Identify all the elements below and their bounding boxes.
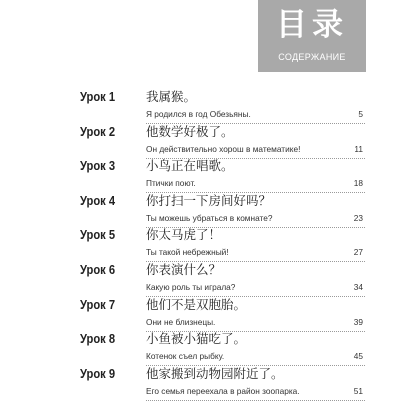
page-number: 11 xyxy=(354,143,363,154)
lesson-number: Урок 1 xyxy=(80,89,116,104)
lesson-title-chinese: 小鱼被小猫吃了。 xyxy=(146,331,247,347)
lesson-title-chinese: 他家搬到动物园附近了。 xyxy=(146,365,284,381)
lesson-title-chinese: 你打扫一下房间好吗？ xyxy=(146,192,272,208)
lesson-number: Урок 9 xyxy=(80,365,116,381)
page-number: 18 xyxy=(353,178,363,189)
page-number: 51 xyxy=(353,385,363,396)
lesson-title-russian: Они не близнецы. xyxy=(146,316,216,327)
lesson-number: Урок 8 xyxy=(80,331,116,347)
lesson-title-chinese: 我属猴。 xyxy=(146,89,197,104)
lesson-title-russian: Он действительно хорош в математике! xyxy=(146,143,301,154)
dotted-leader xyxy=(146,400,365,401)
page-number: 27 xyxy=(353,247,363,258)
lesson-number: Урок 6 xyxy=(80,262,116,277)
lesson-number: Урок 3 xyxy=(80,158,116,174)
toc-title: 目录 xyxy=(276,7,348,43)
lesson-title-russian: Его семья переехала в район зоопарка. xyxy=(146,385,300,396)
lesson-title-russian: Ты такой небрежный! xyxy=(146,247,229,258)
page-number: 39 xyxy=(353,316,363,327)
lesson-number: Урок 5 xyxy=(80,227,116,243)
lesson-title-chinese: 你太马虎了！ xyxy=(146,227,222,243)
lesson-title-chinese: 你表演什么？ xyxy=(146,262,222,277)
page-number: 5 xyxy=(358,109,363,119)
lesson-title-russian: Котенок съел рыбку. xyxy=(146,351,225,362)
lesson-title-chinese: 他们不是双胞胎。 xyxy=(146,296,247,312)
lesson-title-chinese: 小鸟正在唱歌。 xyxy=(146,158,234,174)
lesson-title-russian: Ты можешь убраться в комнате? xyxy=(146,212,273,223)
lesson-title-russian: Я родился в год Обезьяны. xyxy=(146,109,251,119)
lesson-number: Урок 4 xyxy=(80,192,116,208)
page-number: 34 xyxy=(353,282,363,292)
page-number: 23 xyxy=(353,212,363,223)
toc-subtitle: СОДЕРЖАНИЕ xyxy=(278,52,346,62)
page-number: 45 xyxy=(353,351,363,362)
toc-entry[interactable] xyxy=(0,365,420,405)
lesson-title-russian: Какую роль ты играла? xyxy=(146,282,236,292)
lesson-title-chinese: 他数学好极了。 xyxy=(146,123,234,139)
lesson-title-russian: Птички поют. xyxy=(146,178,196,189)
lesson-number: Урок 7 xyxy=(80,296,116,312)
lesson-number: Урок 2 xyxy=(80,123,116,139)
